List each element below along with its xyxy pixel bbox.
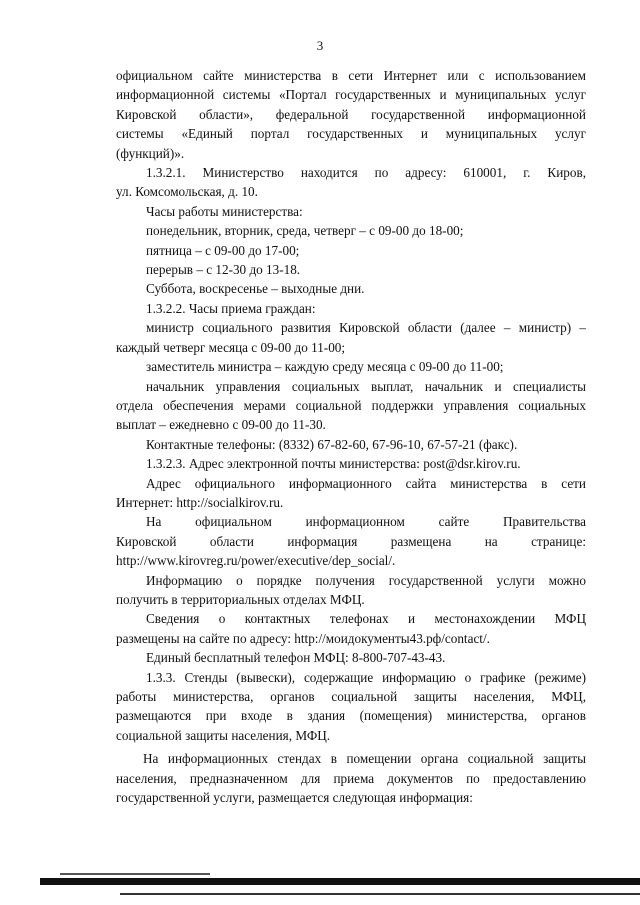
text-line: государственной услуги, размещается следующая информация:: [116, 790, 473, 806]
text-line: отдела обеспечения мерами социальной поддержки управления социальных: [116, 397, 586, 413]
text-line: 1.3.2.1. Министерство находится по адресу: 610001, г. Киров,: [146, 165, 586, 181]
page-number: 3: [316, 38, 324, 53]
text-line: (функций)».: [116, 145, 185, 161]
text-line: информационной системы «Портал государственных и муниципальных услуг: [116, 87, 586, 103]
text-line: населения, предназначенном для приема документов по предоставлению: [116, 770, 586, 786]
text-line: На официальном информационном сайте Правительства: [146, 514, 586, 530]
text-line: понедельник, вторник, среда, четверг – с 09-00 до 18-00;: [146, 223, 464, 239]
text-line: официальном сайте министерства в сети Интернет или с использованием: [116, 68, 586, 83]
text-line: заместитель министра – каждую среду месяца с 09-00 до 11-00;: [146, 359, 504, 375]
text-line: На информационных стендах в помещении органа социальной защиты: [143, 751, 586, 767]
text-line: работы министерства, органов социальной защиты населения, МФЦ,: [116, 689, 586, 704]
text-line: социальной защиты населения, МФЦ.: [116, 727, 331, 743]
text-line: министр социального развития Кировской области (далее – министр) –: [146, 320, 586, 336]
document-body: [116, 66, 586, 807]
text-line: Сведения о контактных телефонах и местонахождении МФЦ: [146, 611, 586, 627]
text-line: 1.3.2.3. Адрес электронной почты министерства: post@dsr.kirov.ru.: [146, 456, 521, 472]
text-line: системы «Единый портал государственных и муниципальных услуг: [116, 126, 586, 142]
text-line: выплат – ежедневно с 09-00 до 11-30.: [116, 417, 326, 433]
text-line: Суббота, воскресенье – выходные дни.: [146, 281, 365, 297]
text-line: Адрес официального информационного сайта министерства в сети: [146, 475, 586, 491]
text-line: Часы работы министерства:: [146, 203, 303, 219]
text-line: ул. Комсомольская, д. 10.: [116, 184, 258, 200]
scan-edge-mark: [60, 873, 210, 875]
text-line: http://www.kirovreg.ru/power/executive/dep_social/.: [116, 553, 396, 569]
text-line: каждый четверг месяца с 09-00 до 11-00;: [116, 339, 346, 355]
text-line: 1.3.3. Стенды (вывески), содержащие информацию о графике (режиме): [146, 669, 586, 685]
text-line: 1.3.2.2. Часы приема граждан:: [146, 300, 316, 316]
text-line: Кировской области», федеральной государственной информационной: [116, 106, 586, 122]
text-line: размещаются при входе в здания (помещения) министерства, органов: [116, 708, 586, 724]
scan-edge-line: [120, 893, 640, 895]
text-line: Контактные телефоны: (8332) 67-82-60, 67-96-10, 67-57-21 (факс).: [146, 436, 518, 452]
text-line: Информацию о порядке получения государственной услуги можно: [146, 572, 586, 588]
text-line: Кировской области информация размещена на странице:: [116, 533, 586, 549]
text-line: начальник управления социальных выплат, начальник и специалисты: [146, 378, 586, 394]
text-line: Единый бесплатный телефон МФЦ: 8-800-707-43-43.: [146, 650, 446, 666]
text-line: получить в территориальных отделах МФЦ.: [116, 591, 365, 607]
scan-edge-bar: [40, 878, 640, 885]
text-line: пятница – с 09-00 до 17-00;: [146, 242, 300, 258]
text-line: перерыв – с 12-30 до 13-18.: [146, 262, 301, 278]
text-line: Интернет: http://socialkirov.ru.: [116, 494, 284, 510]
text-line: размещены на сайте по адресу: http://моидокументы43.рф/contact/.: [116, 630, 490, 646]
